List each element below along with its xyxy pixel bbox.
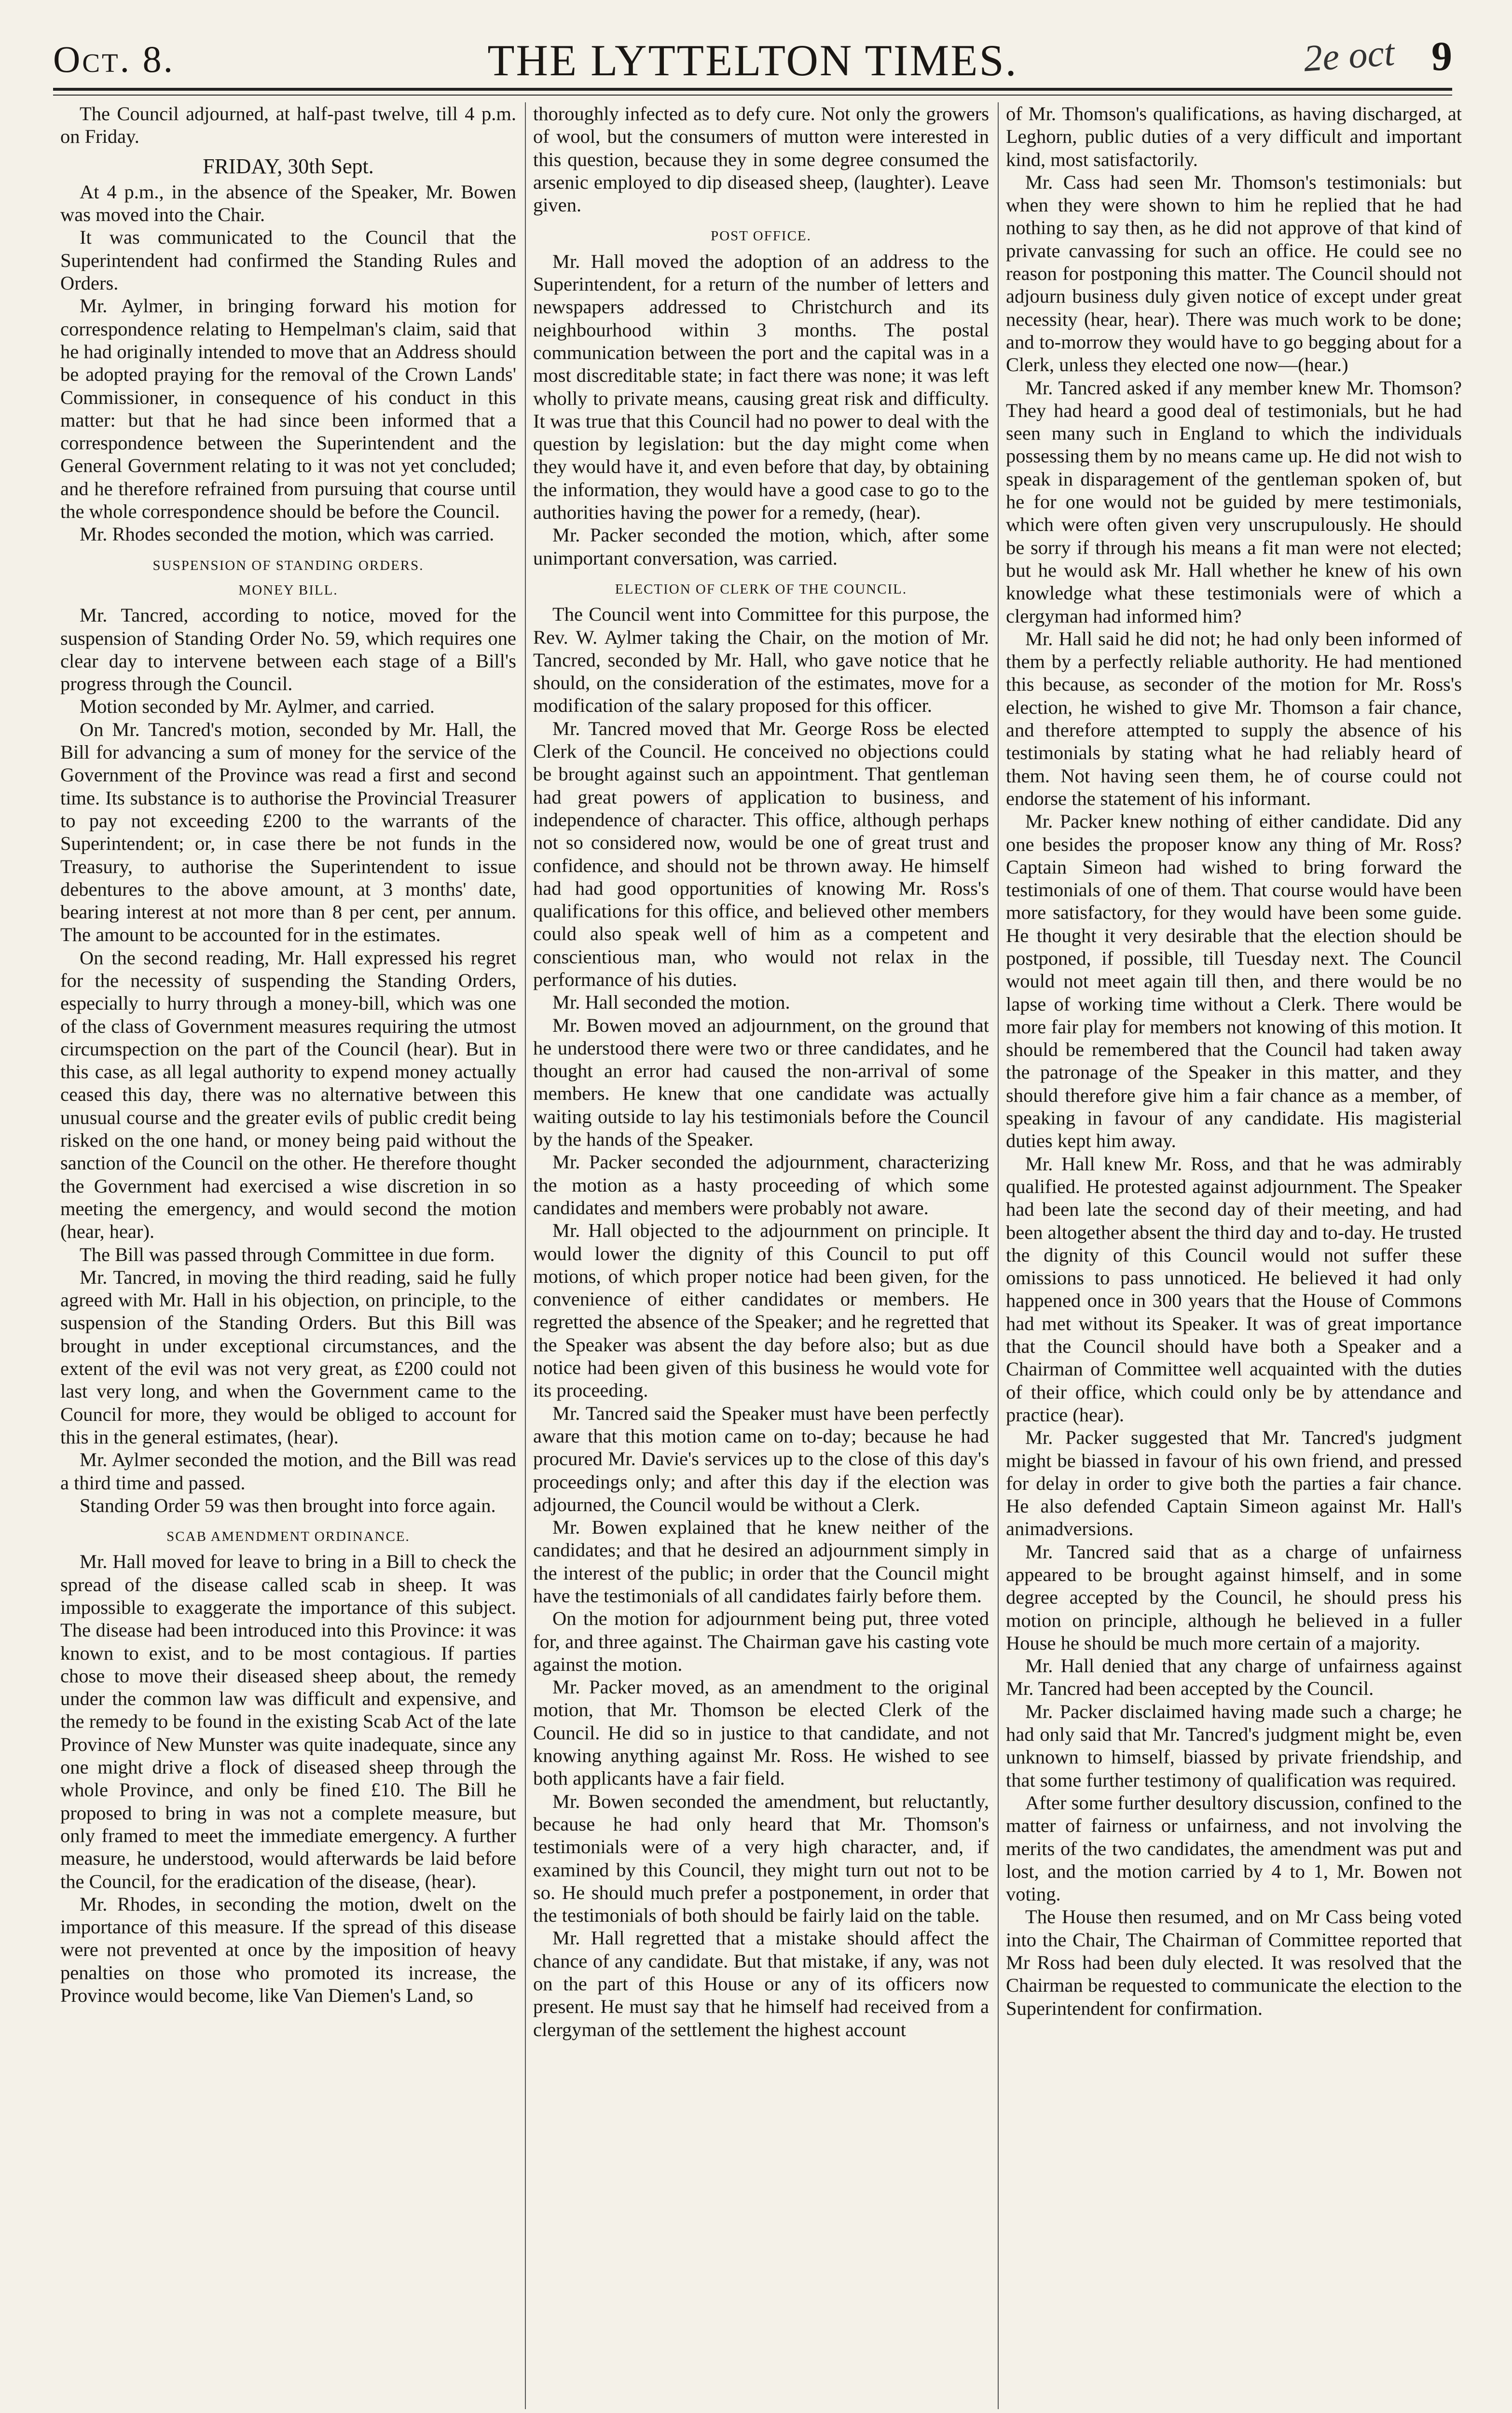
paragraph: Mr. Aylmer, in bringing forward his motion for correspondence relating to Hempelman's claim, said that he had originally intended to move that an Address should be adopted praying for the removal of the Crown Lands' Commissioner, in consequence of his conduct in this matter: but that he had since been informed that a correspondence between the Superintendent and the General Government relating to it was not yet concluded; and he therefore refrained from pursuing that course until the whole correspondence should be before the Council. xyxy=(60,295,516,523)
column-divider xyxy=(525,102,526,2409)
section-heading: POST OFFICE. xyxy=(711,228,811,244)
column-2 xyxy=(533,102,989,2409)
paragraph: It was communicated to the Council that the Superintendent had confirmed the Standing Rules and Orders. xyxy=(60,226,516,294)
section-heading: SCAB AMENDMENT ORDINANCE. xyxy=(166,1529,410,1545)
handwritten-annotation: 2e oct xyxy=(1302,31,1396,80)
paragraph: Mr. Tancred, according to notice, moved for the suspension of Standing Order No. 59, which requires one clear day to intervene between each stage of a Bill's progress through the Council. xyxy=(60,604,516,695)
paragraph: On the second reading, Mr. Hall expressed his regret for the necessity of suspending the Standing Orders, especially to hurry through a money-bill, which was one of the class of Government measures requiring the utmost circumspection on the part of the Council (hear). But in this case, as all legal authority to expend money actually ceased this day, there was no alternative between this unusual course and the greater evils of public credit being risked on the one hand, or money being paid without the sanction of the Council on the other. He therefore thought the Government had exercised a wise discretion in so meeting the emergency, and would second the motion (hear, hear). xyxy=(60,946,516,1243)
paragraph: Mr. Tancred moved that Mr. George Ross be elected Clerk of the Council. He conceived no objections could be brought against such an appointment. That gentleman had great powers of application to business, and independence of character. This office, although perhaps not so considered now, would be one of great trust and confidence, and should not be thrown away. He himself had had good opportunities of knowing Mr. Ross's qualifications for this office, and believed other members could also speak well of him as a competent and conscientious man, who would not relax in the performance of his duties. xyxy=(533,717,989,990)
paragraph: The Council adjourned, at half-past twelve, till 4 p.m. on Friday. xyxy=(60,103,516,148)
paragraph: Mr. Hall objected to the adjournment on principle. It would lower the dignity of this Council to put off motions, of which proper notice had been given, for the convenience of either candidates or members. He regretted the absence of the Speaker; and he regretted that the Speaker was absent the day before also; but as due notice had been given of this business he would vote for its proceeding. xyxy=(533,1220,989,1401)
masthead xyxy=(53,29,1452,87)
paragraph: Mr. Bowen seconded the amendment, but reluctantly, because he had only heard that Mr. Thomson's testimonials were of a very high character, and, if examined by this Council, they might turn out not to be so. He should much prefer a postponement, in order that the testimonials of both should be fairly laid on the table. xyxy=(533,1790,989,1927)
paragraph: Standing Order 59 was then brought into force again. xyxy=(80,1494,496,1516)
paragraph: Mr. Packer knew nothing of either candidate. Did any one besides the proposer know any thing of Mr. Ross? Captain Simeon had wished to bring forward the testimonials of one of them. That course would have been more satisfactory, for they would have been some guide. He thought it very desirable that the election should be postponed, if possible, till Tuesday next. The Council would not meet again till then, and there would be no lapse of working time without a Clerk. There would be more fair play for members not knowing of this motion. It should be remembered that the Council had taken away the patronage of the Speaker in this matter, and they should therefore give him a fair chance as a member, of speaking in favour of any candidate. His magisterial duties kept him away. xyxy=(1006,810,1462,1152)
paragraph: Mr. Rhodes, in seconding the motion, dwelt on the importance of this measure. If the spread of this disease were not prevented at once by the imposition of heavy penalties on those who promoted its increase, the Province would become, like Van Diemen's Land, so xyxy=(60,1893,516,2007)
paragraph: Mr. Bowen moved an adjournment, on the ground that he understood there were two or three candidates, and he thought an error had caused the non-arrival of some members. He knew that one candidate was actually waiting outside to lay his testimonials before the Council by the hands of the Speaker. xyxy=(533,1014,989,1151)
paragraph: Mr. Rhodes seconded the motion, which was carried. xyxy=(80,523,495,545)
section-heading: SUSPENSION OF STANDING ORDERS. xyxy=(152,557,424,573)
paragraph: At 4 p.m., in the absence of the Speaker, Mr. Bowen was moved into the Chair. xyxy=(60,180,516,226)
paragraph: Mr. Hall seconded the motion. xyxy=(552,991,790,1013)
newspaper-title: THE LYTTELTON TIMES. xyxy=(487,36,1018,85)
paragraph: On Mr. Tancred's motion, seconded by Mr. Hall, the Bill for advancing a sum of money for the service of the Government of the Province was read a first and second time. Its substance is to authorise the Provincial Treasurer to pay not exceeding £200 to the warrants of the Superintendent; or, in case there be not funds in the Treasury, to authorise the Superintendent to issue debentures to the above amount, at 3 months' date, bearing interest at not more than 8 per cent, per annum. The amount to be accounted for in the estimates. xyxy=(60,718,516,946)
paragraph: Motion seconded by Mr. Aylmer, and carried. xyxy=(80,695,435,718)
paragraph: Mr. Packer seconded the adjournment, characterizing the motion as a hasty proceeding of which some candidates and members were probably not aware. xyxy=(533,1151,989,1219)
paragraph: The Council went into Committee for this purpose, the Rev. W. Aylmer taking the Chair, on the motion of Mr. Tancred, seconded by Mr. Hall, who gave notice that he should, on the consideration of the estimates, move for a modification of the salary proposed for this officer. xyxy=(533,603,989,717)
paragraph: Mr. Hall said he did not; he had only been informed of them by a perfectly reliable authority. He had mentioned this because, as seconder of the motion for Mr. Ross's election, he wished to give Mr. Thomson a fair chance, and therefore attempted to supply the absence of his testimonials by stating what he had reliably heard of them. Not having seen them, he of course could not endorse the statement of his informant. xyxy=(1006,627,1462,809)
paragraph: Mr. Cass had seen Mr. Thomson's testimonials: but when they were shown to him he replied that he had nothing to say then, as he did not approve of that kind of private canvassing for such an office. He could see no reason for postponing this matter. The Council should not adjourn business duly given notice of except under great necessity (hear, hear). There was much work to be done; and to-morrow they would have to go begging about for a Clerk, unless they elected one now—(hear.) xyxy=(1006,171,1462,376)
paragraph: Mr. Tancred asked if any member knew Mr. Thomson? They had heard a good deal of testimonials, but he had seen many such in England to which the individuals possessing them by no means came up. He did not wish to speak in disparagement of the gentleman spoken of, but he for one would not be guided by mere testimonials, which were often given very unscrupulously. He should be sorry if through his means a fit man were not elected; but he would ask Mr. Hall whether he knew of his own knowledge what these testimonials were of which a clergyman had informed him? xyxy=(1006,376,1462,627)
paragraph: The House then resumed, and on Mr Cass being voted into the Chair, The Chairman of Committee reported that Mr Ross had been duly elected. It was resolved that the Chairman be requested to communicate the election to the Superintendent for confirmation. xyxy=(1006,1906,1462,2019)
paragraph: Mr. Tancred said the Speaker must have been perfectly aware that this motion came on to-day; because he had procured Mr. Davie's services up to the close of this day's proceedings only; and after this day if the election was adjourned, the Council would be without a Clerk. xyxy=(533,1402,989,1515)
paragraph: Mr. Hall denied that any charge of unfairness against Mr. Tancred had been accepted by the Council. xyxy=(1006,1655,1462,1700)
issue-date: Oct. 8. xyxy=(53,38,175,80)
paragraph: On the motion for adjournment being put, three voted for, and three against. The Chairman gave his casting vote against the motion. xyxy=(533,1608,989,1675)
paragraph: Mr. Packer suggested that Mr. Tancred's judgment might be biassed in favour of his own friend, and pressed for delay in order to give both the parties a fair chance. He also defended Captain Simeon against Mr. Hall's animadversions. xyxy=(1006,1427,1462,1540)
column-divider xyxy=(998,102,999,2409)
paragraph: Mr. Packer seconded the motion, which, after some unimportant conversation, was carried. xyxy=(533,524,989,569)
column-3 xyxy=(1006,102,1462,2409)
paragraph: After some further desultory discussion, confined to the matter of fairness or unfairness, and not involving the merits of the two candidates, the amendment was put and lost, and the motion carried by 4 to 1, Mr. Bowen not voting. xyxy=(1006,1791,1462,1905)
paragraph: Mr. Hall regretted that a mistake should affect the chance of any candidate. But that mistake, if any, was not on the part of this House or any of its officers now present. He must say that he himself had received from a clergyman of the settlement the highest account xyxy=(533,1927,989,2040)
masthead-rule-thick xyxy=(53,88,1452,91)
section-subheading: MONEY BILL. xyxy=(238,582,338,598)
paragraph: thoroughly infected as to defy cure. Not only the growers of wool, but the consumers of mutton were interested in this question, because they in some degree consumed the arsenic employed to dip diseased sheep, (laughter). Leave given. xyxy=(533,103,989,216)
paragraph: Mr. Packer disclaimed having made such a charge; he had only said that Mr. Tancred's judgment might be, even unknown to himself, biassed by private friendship, and that some further testimony of qualification was required. xyxy=(1006,1700,1462,1791)
paragraph: Mr. Packer moved, as an amendment to the original motion, that Mr. Thomson be elected Clerk of the Council. He did so in justice to that candidate, and not knowing anything against Mr. Ross. He wished to see both applicants have a fair field. xyxy=(533,1676,989,1789)
paragraph: Mr. Bowen explained that he knew neither of the candidates; and that he desired an adjournment simply in the interest of the public; in order that the Council might have the testimonials of all candidates fairly before them. xyxy=(533,1516,989,1607)
section-heading: ELECTION OF CLERK OF THE COUNCIL. xyxy=(615,581,907,597)
column-1 xyxy=(60,102,516,2409)
paragraph: of Mr. Thomson's qualifications, as having discharged, at Leghorn, public duties of a very difficult and important kind, most satisfactorily. xyxy=(1006,103,1462,170)
paragraph: Mr. Hall moved the adoption of an address to the Superintendent, for a return of the number of letters and newspapers addressed to Christchurch and its neighbourhood within 3 months. The postal communication between the port and the capital was in a most discreditable state; in fact there was none; it was left wholly to private means, causing great risk and difficulty. It was true that this Council had no power to deal with the question by legislation: but the day might come when they would have it, and even before that day, by obtaining the information, they would have a good case to go to the authorities having the power for a remedy, (hear). xyxy=(533,250,989,524)
paragraph: Mr. Tancred, in moving the third reading, said he fully agreed with Mr. Hall in his objection, on principle, to the suspension of the Standing Orders. But this Bill was brought in under exceptional circumstances, and the extent of the evil was not very great, as £200 could not last very long, and when the Government came to the Council for more, they would be obliged to account for this in the general estimates, (hear). xyxy=(60,1266,516,1448)
paragraph: Mr. Aylmer seconded the motion, and the Bill was read a third time and passed. xyxy=(60,1449,516,1494)
paragraph: Mr. Hall knew Mr. Ross, and that he was admirably qualified. He protested against adjournment. The Speaker had been late the second day of their meeting, and had been altogether absent the third day and to-day. He trusted the dignity of this Council would not suffer these omissions to pass unnoticed. He believed it had only happened once in 300 years that the House of Commons had met without its Speaker. It was of great importance that the Council should have both a Speaker and a Chairman of Committee well acquainted with the duties of their office, which could only be by attendance and practice (hear). xyxy=(1006,1152,1462,1426)
paragraph: Mr. Hall moved for leave to bring in a Bill to check the spread of the disease called scab in sheep. It was impossible to exaggerate the importance of this subject. The disease had been introduced into this Province: it was known to exist, and to be most contagious. If parties chose to move their diseased sheep about, the remedy under the common law was difficult and expensive, and the remedy to be found in the existing Scab Act of the late Province of New Munster was quite inadequate, since any one might drive a flock of diseased sheep through the whole Province, and only be fined £10. The Bill he proposed to bring in was not a complete measure, but only framed to meet the immediate emergency. A further measure, he understood, would afterwards be laid before the Council, for the eradication of the disease, (hear). xyxy=(60,1551,516,1892)
masthead-rule-thin xyxy=(53,95,1452,96)
paragraph: Mr. Tancred said that as a charge of unfairness appeared to be brought against himself, and in some degree accepted by the Council, he should press his motion on principle, although he believed in a fuller House he should be much more certain of a majority. xyxy=(1006,1540,1462,1654)
day-heading: FRIDAY, 30th Sept. xyxy=(203,154,374,178)
paragraph: The Bill was passed through Committee in due form. xyxy=(80,1243,495,1265)
page-mark: 9 xyxy=(1431,33,1452,79)
